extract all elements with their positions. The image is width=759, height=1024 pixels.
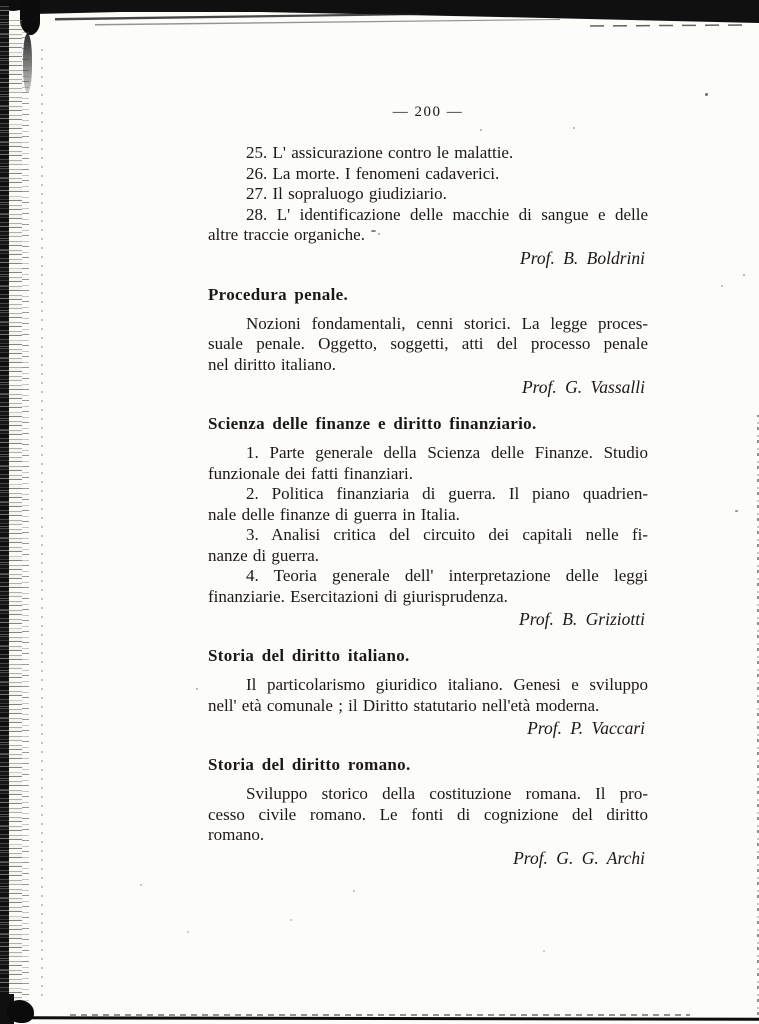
scan-speck bbox=[705, 93, 708, 96]
professor-signature: Prof. P. Vaccari bbox=[527, 718, 645, 738]
paragraph bbox=[208, 484, 648, 525]
scan-speck bbox=[353, 890, 355, 892]
binding-speckle-band bbox=[22, 32, 29, 1017]
scan-speck bbox=[735, 510, 738, 512]
paragraph bbox=[208, 443, 648, 484]
paragraph bbox=[208, 525, 648, 566]
scan-speck bbox=[543, 950, 545, 952]
scan-top-edge bbox=[0, 0, 759, 42]
paragraph bbox=[208, 164, 648, 185]
professor-signature: Prof. G. Vassalli bbox=[521, 377, 645, 397]
professor-signature: Prof. G. G. Archi bbox=[513, 847, 645, 868]
paragraph-line: suale penale. Oggetto, soggetti, atti del processo penale bbox=[208, 334, 648, 353]
paragraph-line: funzionale dei fatti finanziari. bbox=[208, 463, 414, 483]
course-sections bbox=[208, 143, 648, 869]
paragraph bbox=[208, 784, 648, 846]
paragraph-line: Sviluppo storico della costituzione romana. Il pro- bbox=[246, 784, 648, 803]
paragraph bbox=[208, 675, 648, 716]
paragraph-line: 25. L' assicurazione contro le malattie. bbox=[246, 143, 514, 162]
paragraph-line: Nozioni fondamentali, cenni storici. La legge proces- bbox=[246, 313, 648, 333]
scan-bottom-left-blob bbox=[7, 1000, 34, 1023]
paragraph bbox=[208, 314, 648, 376]
paragraph-line: altre traccie organiche. bbox=[208, 225, 365, 244]
paragraph-line: 4. Teoria generale dell' interpretazione delle leggi bbox=[246, 566, 648, 585]
paragraph-line: 28. L' identificazione delle macchie di sangue e delle bbox=[246, 204, 648, 224]
scan-speck bbox=[721, 285, 723, 287]
course-section bbox=[208, 414, 648, 630]
paragraph bbox=[208, 205, 648, 246]
course-section bbox=[208, 143, 648, 269]
paragraph bbox=[208, 143, 648, 164]
scan-speck bbox=[196, 688, 198, 690]
paragraph-line: nale delle finanze di guerra in Italia. bbox=[208, 504, 460, 524]
paragraph-line: finanziarie. Esercitazioni di giurisprudenza. bbox=[208, 586, 508, 606]
paragraph bbox=[208, 566, 648, 607]
paragraph-line: romano. bbox=[208, 825, 265, 844]
scan-speck bbox=[140, 884, 142, 886]
scan-speck bbox=[290, 919, 292, 921]
section-heading: Procedura penale. bbox=[208, 284, 348, 304]
scan-speck bbox=[743, 274, 745, 276]
paragraph-line: 1. Parte generale della Scienza delle Finanze. Studio bbox=[246, 443, 648, 462]
course-section bbox=[208, 755, 648, 869]
professor-signature: Prof. B. Griziotti bbox=[519, 609, 645, 629]
paragraph-line: nanze di guerra. bbox=[208, 545, 320, 565]
text-block bbox=[208, 104, 648, 869]
course-section bbox=[208, 646, 648, 739]
section-heading: Scienza delle finanze e diritto finanziario. bbox=[208, 414, 537, 433]
paragraph-line: nell' età comunale ; il Diritto statutario nell'età moderna. bbox=[208, 695, 600, 715]
course-section bbox=[208, 285, 648, 399]
paragraph-line: Il particolarismo giuridico italiano. Genesi e sviluppo bbox=[246, 675, 648, 694]
professor-signature: Prof. B. Boldrini bbox=[520, 247, 645, 268]
paragraph-line: 27. Il sopraluogo giudiziario. bbox=[246, 184, 447, 203]
page-crease-line bbox=[41, 46, 43, 996]
scan-bottom-edge bbox=[26, 1016, 759, 1021]
book-binding-edge bbox=[0, 6, 9, 1018]
paragraph-line: 26. La morte. I fenomeni cadaverici. bbox=[246, 163, 500, 183]
paragraph-line: 2. Politica finanziaria di guerra. Il piano quadrien- bbox=[246, 484, 648, 503]
section-heading: Storia del diritto italiano. bbox=[208, 646, 410, 665]
paragraph bbox=[208, 184, 648, 205]
paragraph-line: 3. Analisi critica del circuito dei capitali nelle fi- bbox=[246, 525, 648, 544]
page-number: — 200 — bbox=[392, 104, 464, 120]
paragraph-line: nel diritto italiano. bbox=[208, 354, 337, 374]
paragraph-line: cesso civile romano. Le fonti di cognizione del diritto bbox=[208, 804, 648, 824]
binding-shadow-band bbox=[9, 20, 22, 1020]
scan-speck bbox=[187, 931, 189, 933]
section-heading: Storia del diritto romano. bbox=[208, 755, 411, 774]
